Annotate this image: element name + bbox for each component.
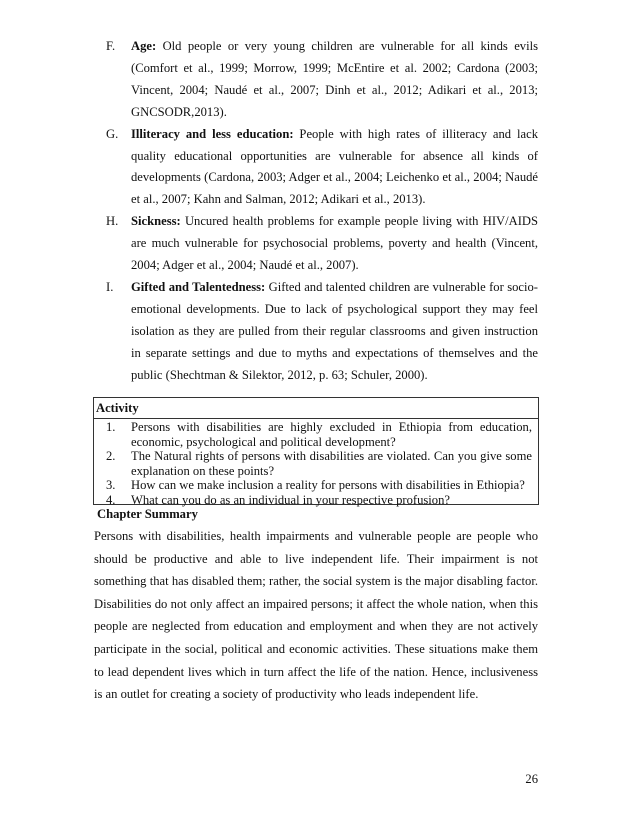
question-text: What can you do as an individual in your respective profusion?	[131, 492, 450, 507]
list-marker: H.	[106, 214, 119, 229]
question-text: The Natural rights of persons with disabilities are violated. Can you give some explanation on these points?	[131, 449, 532, 478]
question-number: 3.	[106, 478, 116, 492]
vulnerability-factor-list	[104, 36, 538, 387]
list-text: Uncured health problems for example people living with HIV/AIDS are much vulnerable for psychosocial problems, poverty and health (Vincent, 2004; Adger et al., 2004; Naudé et al., 2007).	[131, 214, 538, 273]
list-text: People with high rates of illiteracy and lack quality educational opportunities are vulnerable for absence all kinds of developments (Cardona, 2003; Adger et al., 2004; Leichenko et al., 2004; Naudé et al., 2007; Kahn and Salman, 2012; Adikari et al., 2013).	[131, 126, 538, 207]
list-term: Sickness:	[131, 214, 181, 229]
chapter-summary-text: Persons with disabilities, health impairments and vulnerable people are people who should be productive and able to live independent life. Their impairment is not something that has disabled them; rather, the social system is the major disabling factor. Disabilities do not only affect an impaired persons; it affect the whole nation, when this people are neglected from education and employment and when they are not actively participate in the social, political and economic activities. These situations make them to lead dependent lives which in turn affect the life of the nation. Hence, inclusiveness is an outlet for creating a society of productivity who leads independent life.	[94, 529, 538, 702]
page-number: 26	[525, 772, 538, 786]
list-text: Gifted and talented children are vulnerable for socio-emotional developments. Due to lack of psychological support they may feel isolation as they are pulled from their regular classrooms and given instruction in separate settings and due to myths and expectations of themselves and the public (Shechtman & Silektor, 2012, p. 63; Schuler, 2000).	[131, 279, 538, 382]
activity-question	[106, 492, 532, 508]
activity-heading: Activity	[94, 398, 538, 419]
list-item-sickness	[104, 211, 538, 277]
question-text: Persons with disabilities are highly excluded in Ethiopia from education, economic, psychological and political development?	[131, 420, 532, 449]
question-number: 1.	[106, 420, 116, 434]
list-marker: I.	[106, 279, 114, 294]
question-number: 4.	[106, 492, 116, 507]
activity-question-list	[94, 419, 538, 507]
activity-box	[93, 397, 539, 505]
list-item-illiteracy	[104, 124, 538, 212]
question-number: 2.	[106, 449, 116, 463]
list-item-gifted	[104, 277, 538, 387]
list-term: Gifted and Talentedness:	[131, 279, 266, 294]
activity-question	[106, 449, 532, 478]
chapter-summary-heading: Chapter Summary	[97, 507, 198, 521]
list-term: Age:	[131, 39, 157, 53]
activity-question	[106, 420, 532, 449]
list-item-age	[104, 36, 538, 124]
list-text: Old people or very young children are vulnerable for all kinds evils (Comfort et al., 1999; Morrow, 1999; McEntire et al. 2002; Cardona (2003; Vincent, 2004; Naudé et al., 2007; Dinh et al., 2012; Adikari et al., 2013; GNCSODR,2013).	[131, 39, 538, 119]
activity-question	[106, 478, 532, 493]
list-term: Illiteracy and less education:	[131, 126, 294, 141]
list-marker: G.	[106, 126, 119, 141]
question-text: How can we make inclusion a reality for persons with disabilities in Ethiopia?	[131, 478, 525, 492]
list-marker: F.	[106, 39, 116, 53]
